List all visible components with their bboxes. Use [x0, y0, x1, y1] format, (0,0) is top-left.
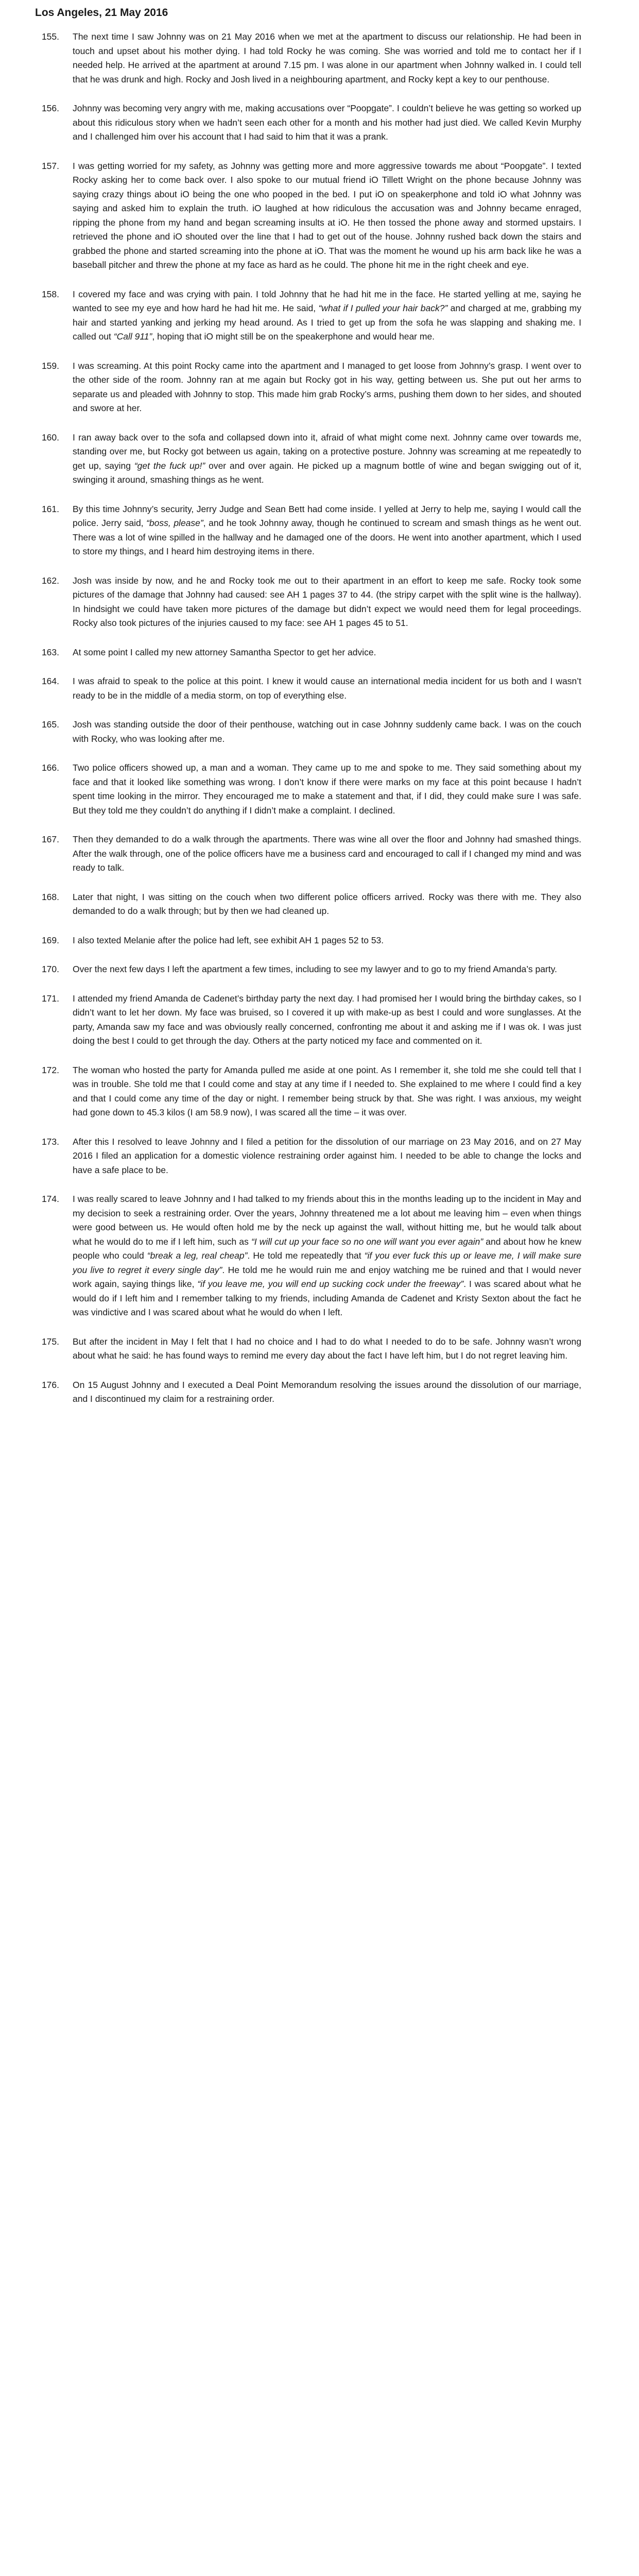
numbered-paragraph: [0, 574, 639, 631]
paragraph-number: 167.: [41, 834, 59, 844]
text-segment: and charged at me, grabbing my hair and started yanking and jerking my head around. As I tried to get up from the sofa he was slapping and shaking me. I called out: [73, 303, 581, 342]
paragraph-text: [73, 359, 581, 416]
paragraph-text: [73, 890, 581, 919]
text-segment: But after the incident in May I felt that I had no choice and I had to do what I needed to do to be safe. Johnny wasn’t wrong about what he said: he has found ways to remind me every day about the fact I have left him, but I do not regret leaving him.: [73, 1336, 581, 1361]
text-segment: .: [381, 935, 384, 945]
numbered-paragraph: [0, 833, 639, 875]
exhibit-reference: AH 1 pages 37 to 44: [287, 589, 371, 600]
paragraph-text: [73, 761, 581, 818]
text-segment: . (the stripy carpet with the split wine is the hallway). In hindsight we could have taken more pictures of the damage but didn’t expect we would need them for legal proceedings. Rocky also took pictures of the injuries caused to my face: see: [73, 589, 581, 628]
paragraph-number: 161.: [41, 503, 59, 514]
paragraph-number: 169.: [41, 935, 59, 945]
text-segment: Later that night, I was sitting on the couch when two different police officers arrived. Rocky was there with me. They also demanded to do a walk through; but by then we had cleaned up.: [73, 891, 581, 916]
text-segment: . He told me repeatedly that: [247, 1250, 365, 1261]
paragraph-text: [73, 502, 581, 559]
quoted-text: “what if I pulled your hair back?”: [318, 303, 448, 313]
paragraph-text: [73, 574, 581, 631]
paragraph-text: [73, 101, 581, 144]
paragraph-number: 174.: [41, 1194, 59, 1204]
paragraph-text: [73, 1135, 581, 1178]
text-segment: I was getting worried for my safety, as Johnny was getting more and more aggressive towards me about “Poopgate”. I texted Rocky asking her to come back over. I also spoke to our mutual friend iO Tillett Wright on the phone because Johnny was saying crazy things about iO being the one who pooped in the bed. I put iO on speakerphone and told iO what Johnny was saying and asked him to explain the truth. iO laughed at how ridiculous the accusation was and Johnny became enraged, ripping the phone from my hand and began screaming insults at iO. He then tossed the phone away and stormed upstairs. I retrieved the phone and iO shouted over the line that I had to get out of the house. Johnny rushed back down the stairs and grabbed the phone and started screaming into the phone at iO. That was the moment he wound up his arm back like he was a baseball pitcher and threw the phone at my face as hard as he could. The phone hit me in the right cheek and eye.: [73, 160, 581, 270]
text-segment: Josh was inside by now, and he and Rocky took me out to their apartment in an effort to keep me safe. Rocky took some pictures of the damage that Johnny had caused: see: [73, 575, 581, 600]
numbered-paragraph: [0, 431, 639, 487]
numbered-paragraph: [0, 646, 639, 660]
paragraph-text: [73, 1335, 581, 1363]
numbered-paragraph: [0, 718, 639, 746]
paragraph-number: 172.: [41, 1064, 59, 1075]
numbered-paragraph: [0, 287, 639, 344]
quoted-text: “boss, please”: [146, 518, 203, 528]
text-segment: The woman who hosted the party for Amanda pulled me aside at one point. As I remember it, she told me she could tell that I was in trouble. She told me that I could come and stay at any time if I needed to. She explained to me where I could find a key and that I could come any time of the day or night. I remember being struck by that. She was right. I was anxious, my weight had gone down to 45.3 kilos (I am 58.9 now), I was scared all the time – it was over.: [73, 1064, 581, 1117]
text-segment: Johnny was becoming very angry with me, making accusations over “Poopgate”. I couldn’t believe he was getting so worked up about this ridiculous story when we hadn’t seen each other for a month and his mother had just died. We called Kevin Murphy and I challenged him over his account that I had said to him that it was a prank.: [73, 103, 581, 142]
paragraph-number: 168.: [41, 891, 59, 902]
numbered-paragraph: [0, 1135, 639, 1178]
text-segment: Josh was standing outside the door of their penthouse, watching out in case Johnny suddenly came back. I was on the couch with Rocky, who was looking after me.: [73, 719, 581, 744]
numbered-paragraph: [0, 992, 639, 1048]
text-segment: The next time I saw Johnny was on 21 May 2016 when we met at the apartment to discuss our relationship. He had been in touch and upset about his mother dying. I had told Rocky he was coming. She was worried and told me to contact her if I needed help. He arrived at the apartment at around 7.15 pm. I was alone in our apartment when Johnny walked in. I could tell that he was drunk and high. Rocky and Josh lived in a neighbouring apartment, and Rocky kept a key to our penthouse.: [73, 31, 581, 84]
quoted-text: “break a leg, real cheap”: [147, 1250, 248, 1261]
text-segment: After this I resolved to leave Johnny and I filed a petition for the dissolution of our marriage on 23 May 2016, and on 27 May 2016 I filed an application for a domestic violence restraining order against him. I needed to be able to change the locks and have a safe place to be.: [73, 1136, 581, 1175]
text-segment: I attended my friend Amanda de Cadenet’s birthday party the next day. I had promised her I would bring the birthday cakes, so I didn’t want to let her down. My face was bruised, so I covered it up with make-up as best I could and wore sunglasses. At the party, Amanda saw my face and was obviously really concerned, confronting me about it and asking me if I was ok. I was just doing the best I could to get through the day. Others at the party noticed my face and commented on it.: [73, 993, 581, 1046]
text-segment: .: [405, 618, 408, 628]
text-segment: Over the next few days I left the apartment a few times, including to see my lawyer and to go to my friend Amanda’s party.: [73, 964, 557, 974]
paragraph-number: 173.: [41, 1136, 59, 1147]
paragraph-number: 156.: [41, 103, 59, 113]
numbered-paragraph: [0, 674, 639, 703]
text-segment: On 15 August Johnny and I executed a Deal Point Memorandum resolving the issues around the dissolution of our marriage, and I discontinued my claim for a restraining order.: [73, 1379, 581, 1404]
paragraph-text: [73, 30, 581, 87]
paragraph-number: 160.: [41, 432, 59, 443]
paragraph-number: 158.: [41, 289, 59, 299]
numbered-paragraph: [0, 890, 639, 919]
paragraph-text: [73, 159, 581, 273]
numbered-paragraph: [0, 1378, 639, 1406]
numbered-paragraph: [0, 502, 639, 559]
numbered-paragraph: [0, 359, 639, 416]
text-segment: , and he took Johnny away, though he continued to scream and smash things as he went out. There was a lot of wine spilled in the hallway and he damaged one of the doors. He went into another apartment, which I used to store my things, and I heard him destroying items in there.: [73, 518, 581, 556]
paragraph-number: 165.: [41, 719, 59, 730]
paragraph-text: [73, 674, 581, 703]
numbered-paragraph: [0, 30, 639, 87]
paragraph-number: 176.: [41, 1379, 59, 1390]
paragraph-number: 175.: [41, 1336, 59, 1347]
numbered-paragraph: [0, 761, 639, 818]
text-segment: I was screaming. At this point Rocky came into the apartment and I managed to get loose from Johnny’s grasp. I went over to the other side of the room. Johnny ran at me again but Rocky got in his way, getting between us. She put out her arms to separate us and pleaded with Johnny to stop. This made him grab Rocky’s arms, pushing them down to her sides, and shouted and swore at her.: [73, 360, 581, 413]
paragraph-text: [73, 1192, 581, 1320]
numbered-paragraph: [0, 1192, 639, 1320]
quoted-text: “Call 911”: [113, 331, 152, 342]
paragraph-text: [73, 718, 581, 746]
paragraph-number: 155.: [41, 31, 59, 42]
paragraph-number: 170.: [41, 964, 59, 974]
text-segment: Then they demanded to do a walk through the apartments. There was wine all over the floor and Johnny had smashed things. After the walk through, one of the police officers have me a business card and encouraged to call if I changed my mind and was ready to talk.: [73, 834, 581, 873]
exhibit-reference: AH 1 pages 52 to 53: [299, 935, 382, 945]
quoted-text: “I will cut up your face so no one will want you ever again”: [251, 1236, 483, 1247]
paragraph-number: 171.: [41, 993, 59, 1004]
paragraph-number: 164.: [41, 676, 59, 686]
paragraph-number: 166.: [41, 762, 59, 773]
numbered-paragraph: [0, 1063, 639, 1120]
paragraph-text: [73, 1378, 581, 1406]
numbered-paragraph: [0, 101, 639, 144]
paragraph-number: 162.: [41, 575, 59, 586]
numbered-paragraph: [0, 1335, 639, 1363]
text-segment: I was afraid to speak to the police at this point. I knew it would cause an international media incident for us both and I wasn’t ready to be in the middle of a media storm, on top of everything else.: [73, 676, 581, 701]
numbered-paragraph: [0, 159, 639, 273]
numbered-paragraph: [0, 934, 639, 948]
text-segment: . He told me he would ruin me and enjoy watching me be ruined and that I would never work again, saying things like,: [73, 1264, 581, 1289]
paragraph-text: [73, 962, 581, 977]
text-segment: I ran away back over to the sofa and collapsed down into it, afraid of what might come next. Johnny came over towards me, standing over me, but Rocky got between us again, taking on a protective posture. Johnny was screaming at me repeatedly to get up, saying: [73, 432, 581, 471]
text-segment: I covered my face and was crying with pain. I told Johnny that he had hit me in the face. He started yelling at me, saying he wanted to see my eye and how hard he had hit me. He said,: [73, 289, 581, 313]
text-segment: I also texted Melanie after the police had left, see exhibit: [73, 935, 299, 945]
paragraph-number: 163.: [41, 647, 59, 657]
paragraph-number: 157.: [41, 160, 59, 171]
paragraph-text: [73, 992, 581, 1048]
text-segment: and about how he knew people who could: [73, 1236, 581, 1261]
text-segment: , hoping that iO might still be on the speakerphone and would hear me.: [152, 331, 435, 342]
text-segment: Two police officers showed up, a man and a woman. They came up to me and spoke to me. They said something about my face and that it looked like something was wrong. I don’t know if there were marks on my face at this point because I hadn’t spent time looking in the mirror. They encouraged me to make a statement and that, if I did, they could make sure I was safe. But they told me they couldn’t do anything if I didn’t make a complaint. I declined.: [73, 762, 581, 816]
paragraph-text: [73, 287, 581, 344]
text-segment: At some point I called my new attorney Samantha Spector to get her advice.: [73, 647, 376, 657]
numbered-paragraph: [0, 962, 639, 977]
paragraph-number: 159.: [41, 360, 59, 371]
text-segment: I was really scared to leave Johnny and I had talked to my friends about this in the months leading up to the incident in May and my decision to seek a restraining order. Over the years, Johnny threatened me a lot about me leaving him – even when things were good between us. He would often hold me by the neck up against the wall, without hitting me, but he would talk about what he would do to me if I left him, such as: [73, 1194, 581, 1247]
paragraph-text: [73, 1063, 581, 1120]
exhibit-reference: AH 1 pages 45 to 51: [323, 618, 406, 628]
paragraph-text: [73, 833, 581, 875]
numbered-paragraph-list: [0, 30, 639, 1421]
quoted-text: “if you ever fuck this up or leave me, I will make sure you live to regret it every single day”: [73, 1250, 581, 1275]
document-dateline: Los Angeles, 21 May 2016: [35, 7, 168, 19]
paragraph-text: [73, 934, 581, 948]
quoted-text: “if you leave me, you will end up sucking cock under the freeway”: [197, 1279, 464, 1289]
text-segment: . I was scared about what he would do if I left him and I remember talking to my friends, including Amanda de Cadenet and Kristy Sexton about the fact he was vindictive and I was scared about what he would do when I left.: [73, 1279, 581, 1317]
quoted-text: “get the fuck up!”: [134, 460, 205, 471]
paragraph-text: [73, 646, 581, 660]
text-segment: By this time Johnny’s security, Jerry Judge and Sean Bett had come inside. I yelled at Jerry to help me, saying I would call the police. Jerry said,: [73, 503, 581, 528]
paragraph-text: [73, 431, 581, 487]
text-segment: over and over again. He picked up a magnum bottle of wine and began swigging out of it, swinging it around, smashing things as he went.: [73, 460, 582, 485]
